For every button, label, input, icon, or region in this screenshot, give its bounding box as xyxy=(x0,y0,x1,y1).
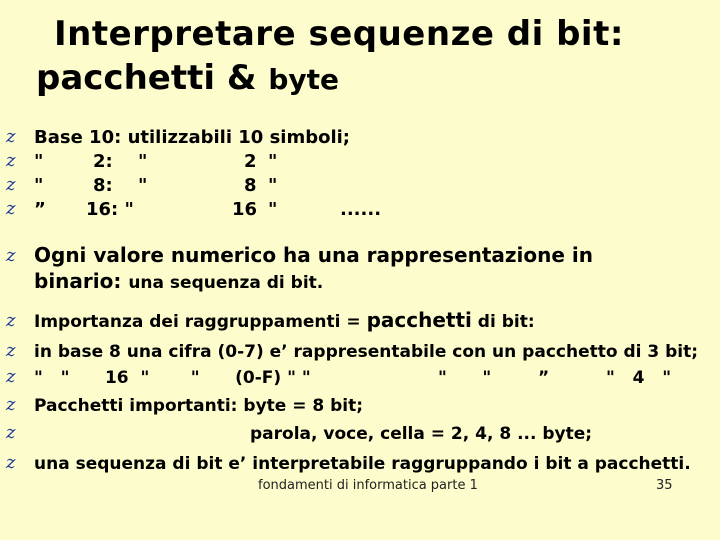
bullet-text-line-2a: binario: xyxy=(34,269,129,293)
bullet-item xyxy=(6,422,706,446)
ditto-mark: ” xyxy=(34,199,46,220)
base-label: 2: xyxy=(93,151,113,172)
z-bullet-icon: z xyxy=(6,340,16,361)
ditto-mark: ” xyxy=(538,368,550,388)
bullet-item xyxy=(6,126,706,150)
bullet-item xyxy=(6,198,706,222)
highlight-word: pacchetti xyxy=(366,308,472,332)
ditto-mark: " " xyxy=(438,368,492,388)
ditto-mark: " xyxy=(34,151,44,172)
bullet-text-line-1: Ogni valore numerico ha una rappresentazione in xyxy=(34,243,593,267)
slide-title xyxy=(36,12,624,102)
bullet-text: Importanza dei raggruppamenti = xyxy=(34,312,367,332)
z-bullet-icon: z xyxy=(6,198,16,219)
base-label: 16: " xyxy=(86,199,134,220)
page-number: 35 xyxy=(656,478,673,493)
ditto-mark: " xyxy=(138,175,148,196)
bullet-text: Base 10: utilizzabili 10 simboli; xyxy=(34,127,351,148)
footer-course-name: fondamenti di informatica parte 1 xyxy=(258,478,478,493)
bullet-text-line-2b: una sequenza di bit. xyxy=(128,273,324,293)
z-bullet-icon: z xyxy=(6,310,16,331)
ditto-row: " " 16 " " (0-F) " " xyxy=(34,368,311,388)
bullet-item xyxy=(6,452,706,476)
title-line-2-main: pacchetti & xyxy=(36,58,269,98)
bullet-item xyxy=(6,308,706,334)
bullet-text-inner: in base 8 una cifra (0-7) e’ rappresentabile con un pacchetto di 3 bit; xyxy=(34,342,699,362)
bullet-text: parola, voce, cella = 2, 4, 8 ... byte; xyxy=(250,424,593,444)
title-line-2-small: byte xyxy=(268,63,340,96)
ditto-mark: " xyxy=(34,175,44,196)
bullet-text: Pacchetti importanti: byte = 8 bit; xyxy=(34,396,364,416)
z-bullet-icon: z xyxy=(6,150,16,171)
bullet-text: una sequenza di bit e’ interpretabile raggruppando i bit a pacchetti. xyxy=(34,454,691,474)
bullet-item xyxy=(6,394,706,418)
z-bullet-icon: z xyxy=(6,174,16,195)
title-line-1: Interpretare sequenze di bit: xyxy=(54,14,624,54)
bullet-item xyxy=(6,150,706,174)
symbol-count: 8 xyxy=(244,175,257,196)
ditto-mark: " xyxy=(138,151,148,172)
ditto-mark: " xyxy=(268,199,278,220)
bullet-text xyxy=(34,340,698,364)
z-bullet-icon: z xyxy=(6,452,16,473)
z-bullet-icon: z xyxy=(6,245,16,266)
bullet-text-end: di bit: xyxy=(471,312,535,332)
bullet-item xyxy=(6,243,706,295)
symbol-count: 2 xyxy=(244,151,257,172)
bullet-item xyxy=(6,174,706,198)
ellipsis: ...... xyxy=(340,199,382,220)
z-bullet-icon: z xyxy=(6,366,16,387)
symbol-count: 16 xyxy=(232,199,258,220)
base-label: 8: xyxy=(93,175,113,196)
ditto-mark: " xyxy=(268,175,278,196)
z-bullet-icon: z xyxy=(6,422,16,443)
bullet-item xyxy=(6,340,706,364)
z-bullet-icon: z xyxy=(6,394,16,415)
z-bullet-icon: z xyxy=(6,126,16,147)
ditto-mark: " 4 " xyxy=(606,368,672,388)
title-line-2 xyxy=(36,56,624,102)
bullet-item xyxy=(6,366,706,390)
ditto-mark: " xyxy=(268,151,278,172)
